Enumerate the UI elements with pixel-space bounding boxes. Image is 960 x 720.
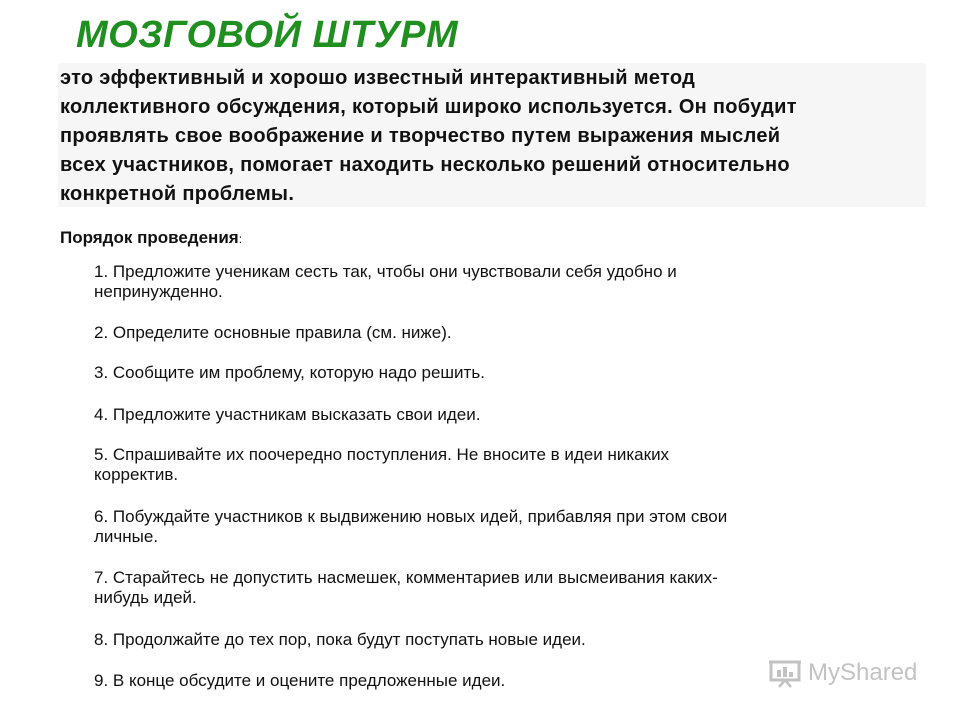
step-line: 5. Спрашивайте их поочередно поступления. Не вносите в идеи никаких [94, 445, 670, 464]
intro-paragraph [58, 63, 926, 207]
step-line: личные. [94, 527, 159, 546]
step-line: 2. Определите основные правила (см. ниже). [94, 323, 452, 342]
procedure-step-1 [94, 262, 884, 302]
procedure-step-5 [94, 445, 884, 485]
step-line: 7. Старайтесь не допустить насмешек, комментариев или высмеивания каких- [94, 568, 718, 587]
procedure-step-4 [94, 405, 884, 425]
procedure-heading-text: Порядок проведения [60, 228, 239, 247]
slide-title: МОЗГОВОЙ ШТУРМ [76, 14, 459, 56]
procedure-step-6 [94, 507, 884, 547]
procedure-step-3 [94, 363, 884, 383]
step-line: 6. Побуждайте участников к выдвижению новых идей, прибавляя при этом свои [94, 507, 728, 526]
intro-line: конкретной проблемы. [60, 183, 295, 205]
watermark-text: MyShared [808, 659, 918, 686]
step-line: 3. Сообщите им проблему, которую надо решить. [94, 363, 485, 382]
step-line: нибудь идей. [94, 588, 197, 607]
step-line: 4. Предложите участникам высказать свои идеи. [94, 405, 481, 424]
intro-line: это эффективный и хорошо известный интерактивный метод [60, 67, 696, 89]
procedure-heading-colon: : [238, 232, 243, 246]
procedure-step-9 [94, 671, 884, 691]
step-line: 1. Предложите ученикам сесть так, чтобы они чувствовали себя удобно и [94, 262, 677, 281]
step-line: 9. В конце обсудите и оцените предложенные идеи. [94, 671, 506, 690]
myshared-watermark [768, 658, 917, 688]
procedure-heading [60, 228, 242, 248]
step-line: корректив. [94, 465, 179, 484]
step-line: непринужденно. [94, 282, 223, 301]
intro-line: всех участников, помогает находить несколько решений относительно [60, 154, 790, 176]
intro-line: проявлять свое воображение и творчество путем выражения мыслей [60, 125, 781, 147]
presentation-board-icon [768, 658, 802, 688]
step-line: 8. Продолжайте до тех пор, пока будут поступать новые идеи. [94, 630, 586, 649]
procedure-step-2 [94, 323, 884, 343]
procedure-step-7 [94, 568, 884, 608]
intro-line: коллективного обсуждения, который широко используется. Он побудит [60, 96, 797, 118]
procedure-step-8 [94, 630, 884, 650]
